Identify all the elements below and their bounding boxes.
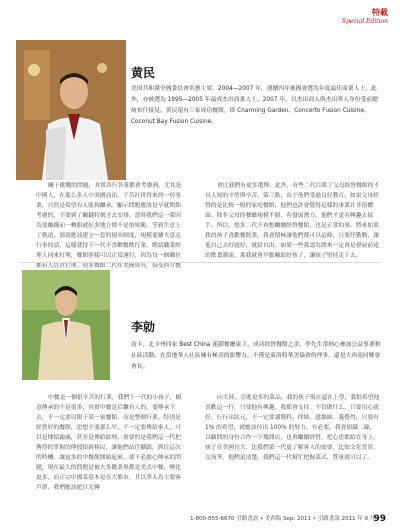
portrait-2-image — [22, 270, 110, 380]
article2-column-left: 中餐是一個很辛苦的行業，我們下一代的小孩子，願意傳承的不是很多，其實中餐是后繼有人的，要傳承下去，不一定要局限于某一家餐館，而是整個行業。特別是經營好的餐館，思想不要那么窄，不一定要傳給家人，可以是傳給親戚，甚至是傳給經理。重要的是我們這一代把傳得的掌握的傳授給新移民，讓他們站住腳跟，抓住這次的時機。讓更多的中餐館開始起來，就不必擔心傳承的問題，現在最大的問題是被大多數業界都是美式中餐，變化更多，而正宗中國菜基本是在大都市，且以華人為主要客戶群。我們應該把目光轉 — [36, 395, 182, 491]
special-edition-subtitle: Special Edition — [341, 18, 388, 25]
article1-name: 黄民 — [131, 66, 156, 80]
article2-name: 李勍 — [131, 320, 156, 334]
section-divider — [20, 262, 380, 263]
portrait-photo-huang-min — [16, 40, 126, 180]
special-edition-header — [342, 8, 388, 26]
article1-column-right: 會比我們有更多選擇。此外，有些二代目睹了父母經營餐館的不具人知的辛勞與辛苦。第三點，由于他們受過良好教育，如果父母經營的是比較一般的家庭餐館，他們也許會覺得這樣的事業并非很體面。除非父母的餐廳規模不錯，有發展潛力，他們才更有興趣去接手。所以，想多二代不再想繼續經營餐館，也是正常的事。將來如果我的孩子喜歡餐飲業，我會積極讓他們都可以這條，只要任勤勤，讓他自己去好就好，就給自由。如果一些我認為將來一定會是發展前途的飲食潮流，那我就會早點輔助好孩子，讓孩子堅持走下去。 — [205, 183, 380, 259]
portrait-1-image — [16, 40, 126, 180]
portrait-photo-li-qing — [22, 270, 110, 380]
special-edition-label: 特載 — [372, 8, 388, 17]
article1-column-left: 關于挑戰的問題，其實各行各業都會考慮到，尤其是中國人，在那么多人中突圍而出，于苦打拼得來的一份事業，自然是希望有人能夠繼承。顯示問題應該是早就開始考慮的，不要到了關鍵時刻才去安排。當時我們這一輩因為要賺錢而一轉眼就好多地方都不是很規範，等到生意上了軌道，那就應該建立一套的規章制度，規模要擴大意志行事的話，這樣就得下一代不喜歡餐飲行業，聘請職業經理人同來打理，餐館照樣可以正常運行，因為每一個職位都有人負責打理。很多餐館二代在美國成長，接受西方教 — [36, 183, 182, 269]
article2-column-right: 向大陸，引進更多的菜品。我的孩子現在還在上學，我很希望他喜歡這一行，只要他有興趣，我都會支持。不管做什么，只要用心就好，行行出狀元，不一定要讀醫科、律師、建築師。我覺得，只要有 1% 的希望，就應該付出 100% 的努力。有必要，我會組織二線，以顧問的身份合作一下幾間店，也會繼續經營，把心思都給在身上，孩子在美國長大，比我們第一代更了解客人的需要，比如文化背景，交流等，他們更清楚。我們這一代幫忙把握菜式、質量就可以了。 — [205, 395, 380, 461]
page-number: 99 — [373, 514, 386, 524]
article2-bio: 南卡，北卡州四家 Best China 連鎖餐廳東主，成功經營餐館之余，李先生常熱心參加公益事業和社區活動。在當地華人社區擁有極高的影響力，不僅是東洛特華美協會的理事，還是大西南同鄉會會長。 — [131, 342, 381, 370]
article1-bio: 美国共和黨全國委員會名譽主席，2004—2007 年，連續四年被國會選為年度最佳商業人士。此外，亦被選為 1995—2005 年最成杰出商業人士。2007 年，以杰出商人與杰出華人身份受前總統布什接見。黄民現有三家成功餐館，即 Charming Garden、Concerto Fusion Cuisine、Coconut Bay Fusion Cuisine。 — [131, 86, 378, 125]
footer-text: 1-800-855-6670 引路書訊 • 美西版 Sep. 2011 • 引路書訊 2011 年 9 月 — [190, 516, 376, 522]
